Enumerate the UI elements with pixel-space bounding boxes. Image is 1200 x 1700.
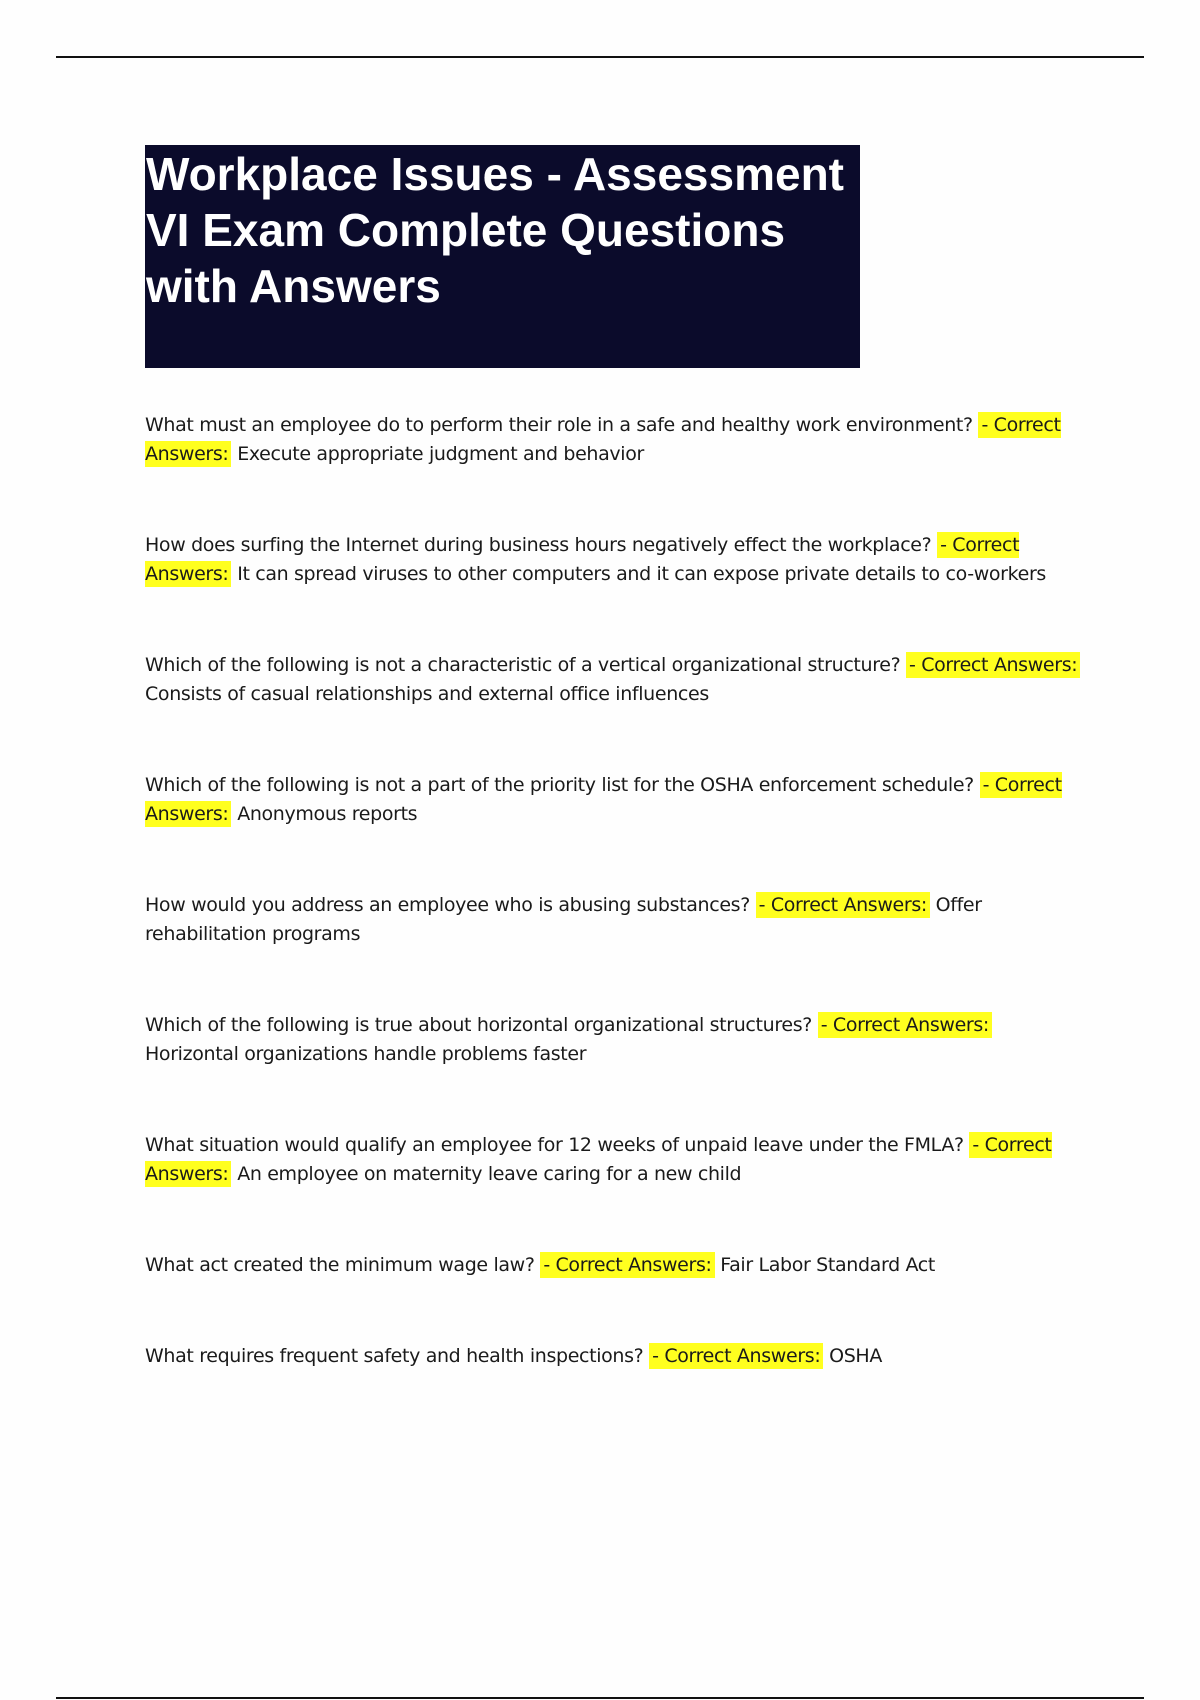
answer-text: Fair Labor Standard Act (720, 1254, 935, 1276)
question-text: How would you address an employee who is abusing substances? (145, 894, 750, 916)
answer-text: Horizontal organizations handle problems faster (145, 1043, 587, 1065)
correct-answers-marker: - Correct Answers: (818, 1012, 992, 1038)
question-text: What act created the minimum wage law? (145, 1254, 535, 1276)
qa-item (145, 891, 1090, 949)
question-text: Which of the following is not a part of the priority list for the OSHA enforcement schedule? (145, 774, 974, 796)
header-rule (56, 56, 1144, 58)
answer-text: An employee on maternity leave caring for a new child (237, 1163, 742, 1185)
question-text: Which of the following is not a characteristic of a vertical organizational structure? (145, 654, 901, 676)
answer-text: OSHA (829, 1345, 882, 1367)
answer-text: It can spread viruses to other computers and it can expose private details to co-workers (237, 563, 1046, 585)
correct-answers-marker: - Correct Answers: (756, 892, 930, 918)
question-text: What must an employee do to perform their role in a safe and healthy work environment? (145, 414, 973, 436)
qa-item (145, 771, 1090, 829)
qa-item (145, 1251, 1090, 1280)
answer-text: Consists of casual relationships and external office influences (145, 683, 709, 705)
qa-item (145, 1131, 1090, 1189)
correct-answers-marker: - Correct Answers: (145, 534, 1020, 585)
qa-item (145, 1342, 1090, 1371)
qa-item (145, 411, 1090, 469)
answer-text: Offer rehabilitation programs (145, 894, 982, 945)
correct-answers-marker: - Correct Answers: (145, 774, 1062, 825)
answer-text: Anonymous reports (237, 803, 418, 825)
footer-rule (56, 1697, 1144, 1699)
question-text: What requires frequent safety and health inspections? (145, 1345, 644, 1367)
correct-answers-marker: - Correct Answers: (540, 1252, 714, 1278)
correct-answers-marker: - Correct Answers: (145, 1134, 1052, 1185)
qa-item (145, 531, 1090, 589)
answer-text: Execute appropriate judgment and behavior (237, 443, 644, 465)
qa-item (145, 651, 1090, 709)
qa-item (145, 1011, 1090, 1069)
correct-answers-marker: - Correct Answers: (906, 652, 1080, 678)
correct-answers-marker: - Correct Answers: (145, 414, 1061, 465)
document-title: Workplace Issues - Assessment VI Exam Complete Questions with Answers (146, 148, 844, 312)
question-text: Which of the following is true about horizontal organizational structures? (145, 1014, 812, 1036)
correct-answers-marker: - Correct Answers: (649, 1343, 823, 1369)
question-text: What situation would qualify an employee for 12 weeks of unpaid leave under the FMLA? (145, 1134, 964, 1156)
title-banner (145, 145, 860, 368)
question-text: How does surfing the Internet during business hours negatively effect the workplace? (145, 534, 932, 556)
